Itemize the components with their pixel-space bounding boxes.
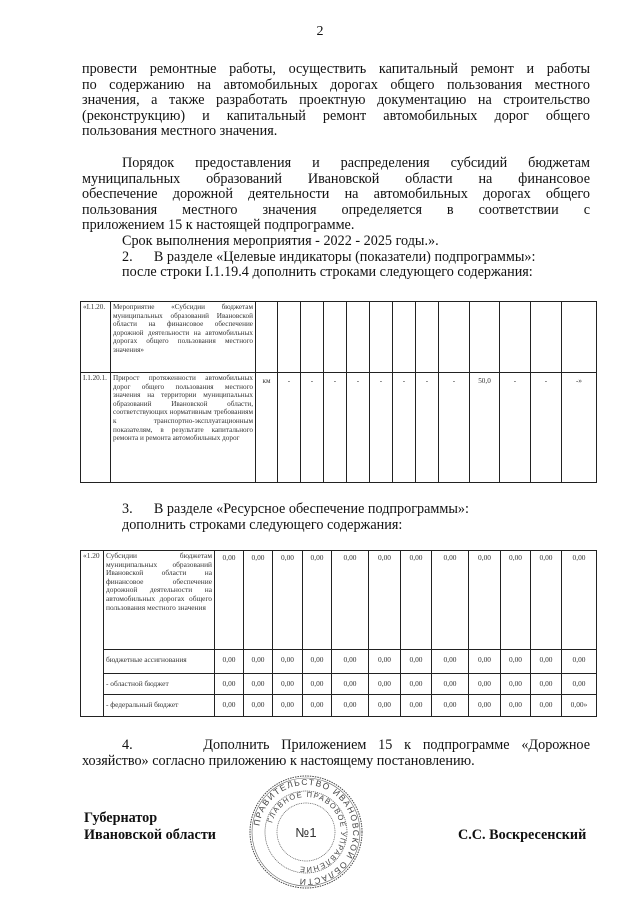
value-cell: 0,00: [501, 674, 531, 695]
value-cell: -: [278, 373, 301, 483]
text-line: обеспечение дорожной деятельности на автомобильных дорогах общего: [82, 186, 590, 203]
value-cell: [531, 302, 562, 373]
page-number: 2: [316, 24, 324, 39]
value-cell: 0,00: [303, 650, 332, 674]
value-cell: 0,00: [369, 650, 401, 674]
value-cell: -: [370, 373, 393, 483]
value-cell: 0,00: [501, 551, 531, 650]
row-description: Прирост протяженности автомобильных дорог общего пользования местного значения на территории муниципальных образований Ивановской области, соответствующих нормативным требованиям к транспортно-эксплуатационным показателям, в результате капитального ремонта и ремонта автомобильных дорог: [111, 373, 256, 483]
order-paragraph: [82, 156, 590, 281]
value-cell: 0,00: [215, 674, 244, 695]
value-cell: 0,00: [432, 650, 469, 674]
value-cell: 0,00: [369, 674, 401, 695]
row-description: - областной бюджет: [104, 674, 215, 695]
value-cell: 0,00: [215, 551, 244, 650]
seal-outer-text: ПРАВИТЕЛЬСТВО ИВАНОВСКОЙ ОБЛАСТИ: [251, 776, 362, 888]
value-cell: -: [439, 373, 470, 483]
value-cell: [500, 302, 531, 373]
value-cell: -: [301, 373, 324, 483]
row-number: I.1.20.1.: [81, 373, 111, 483]
value-cell: 0,00: [432, 551, 469, 650]
item-4-paragraph: [82, 738, 590, 769]
value-cell: 0,00: [469, 695, 501, 717]
table-row: [81, 674, 597, 695]
value-cell: [562, 302, 597, 373]
table-row: [81, 650, 597, 674]
value-cell: [301, 302, 324, 373]
item-3-line-2: дополнить строками следующего содержания:: [122, 516, 403, 533]
value-cell: 0,00: [273, 650, 303, 674]
value-cell: -: [531, 373, 562, 483]
text-line: провести ремонтные работы, осуществить капитальный ремонт и работы: [82, 61, 590, 77]
value-cell: 0,00: [469, 551, 501, 650]
value-cell: 0,00: [244, 674, 273, 695]
value-cell: 0,00: [501, 695, 531, 717]
value-cell: 0,00: [369, 551, 401, 650]
text-line: Порядок предоставления и распределения субсидий бюджетам: [122, 155, 590, 171]
text-line: пользования местного значения определяется в соответствии с: [82, 201, 590, 218]
text-line: (реконструкцию) и капитальный ремонт автомобильных дорог общего: [82, 107, 590, 124]
text-line: пользования местного значения.: [82, 123, 278, 140]
value-cell: 0,00: [303, 695, 332, 717]
value-cell: [324, 302, 347, 373]
value-cell: 0,00: [401, 674, 432, 695]
value-cell: 0,00: [562, 650, 597, 674]
table-row: [81, 551, 597, 650]
value-cell: 0,00: [401, 650, 432, 674]
value-cell: 0,00: [273, 551, 303, 650]
row-description: - федеральный бюджет: [104, 695, 215, 717]
value-cell: 50,0: [470, 373, 500, 483]
row-description: бюджетные ассигнования: [104, 650, 215, 674]
value-cell: -: [500, 373, 531, 483]
value-cell: 0,00: [369, 695, 401, 717]
indicators-table: [80, 301, 597, 483]
row-description: Мероприятие «Субсидии бюджетам муниципальных образований Ивановской области на финансовое обеспечение дорожной деятельности на автомобильных дорогах общего пользования местного значения»: [111, 302, 256, 373]
seal-inner-text: ГЛАВНОЕ ПРАВОВОЕ УПРАВЛЕНИЕ: [265, 789, 349, 875]
signatory-name: С.С. Воскресенский: [458, 827, 587, 843]
value-cell: -: [324, 373, 347, 483]
resources-table: [80, 550, 597, 717]
value-cell: 0,00: [332, 695, 369, 717]
value-cell: 0,00: [332, 650, 369, 674]
item-2-line-1: 2. В разделе «Целевые индикаторы (показатели) подпрограммы»:: [122, 248, 536, 265]
item-4-line-1: 4. Дополнить Приложением 15 к подпрограмме «Дорожное: [122, 737, 590, 753]
text-line: по содержанию на автомобильных дорогах общего пользования местного: [82, 76, 590, 93]
table-row: [81, 373, 597, 483]
value-cell: 0,00: [332, 674, 369, 695]
value-cell: 0,00: [401, 695, 432, 717]
official-seal-stamp: [248, 774, 364, 890]
item-2-line-2: после строки I.1.19.4 дополнить строками следующего содержания:: [122, 264, 533, 281]
term-line: Срок выполнения мероприятия - 2022 - 2025 годы.».: [122, 232, 439, 249]
value-cell: [439, 302, 470, 373]
value-cell: 0,00: [332, 551, 369, 650]
table-row: [81, 695, 597, 717]
value-cell: 0,00: [501, 650, 531, 674]
value-cell: 0,00: [215, 650, 244, 674]
value-cell: 0,00: [303, 551, 332, 650]
value-cell: -: [393, 373, 416, 483]
value-cell: 0,00: [531, 551, 562, 650]
value-cell: [278, 302, 301, 373]
value-cell: 0,00: [562, 551, 597, 650]
value-cell: 0,00: [401, 551, 432, 650]
value-cell: 0,00: [469, 674, 501, 695]
value-cell: [370, 302, 393, 373]
text-line: приложением 15 к настоящей подпрограмме.: [82, 217, 355, 234]
value-cell: 0,00: [244, 695, 273, 717]
value-cell: 0,00: [273, 674, 303, 695]
value-cell: 0,00: [432, 695, 469, 717]
value-cell: -: [416, 373, 439, 483]
value-cell: -: [347, 373, 370, 483]
value-cell: [347, 302, 370, 373]
intro-paragraph: [82, 62, 590, 140]
value-cell: 0,00: [215, 695, 244, 717]
row-unit: км: [256, 373, 278, 483]
item-4-line-2: хозяйство» согласно приложению к настоящему постановлению.: [82, 752, 475, 769]
row-number: «1.20: [81, 551, 104, 717]
value-cell: 0,00: [432, 674, 469, 695]
value-cell: [416, 302, 439, 373]
signatory-title: [84, 810, 216, 844]
item-3-paragraph: [82, 502, 590, 533]
item-3-line-1: 3. В разделе «Ресурсное обеспечение подпрограммы»:: [122, 501, 469, 517]
value-cell: 0,00: [531, 695, 562, 717]
value-cell: 0,00: [531, 650, 562, 674]
value-cell: 0,00: [244, 650, 273, 674]
seal-center-number: №1: [295, 825, 317, 840]
value-cell: 0,00: [303, 674, 332, 695]
signatory-title-line-1: Губернатор: [84, 810, 158, 826]
value-cell: 0,00»: [562, 695, 597, 717]
value-cell: 0,00: [562, 674, 597, 695]
value-cell: 0,00: [469, 650, 501, 674]
row-unit: [256, 302, 278, 373]
value-cell: -»: [562, 373, 597, 483]
text-line: муниципальных образований Ивановской области на финансовое: [82, 170, 590, 187]
value-cell: 0,00: [531, 674, 562, 695]
value-cell: 0,00: [273, 695, 303, 717]
table-row: [81, 302, 597, 373]
value-cell: [393, 302, 416, 373]
value-cell: 0,00: [244, 551, 273, 650]
text-line: значения, а также разработать проектную документацию на строительство: [82, 92, 590, 109]
row-description: Субсидии бюджетам муниципальных образований Ивановской области на финансовое обеспечение дорожной деятельности на автомобильных дорогах общего пользования местного значения: [104, 551, 215, 650]
signatory-title-line-2: Ивановской области: [84, 827, 216, 843]
value-cell: [470, 302, 500, 373]
row-number: «I.1.20.: [81, 302, 111, 373]
